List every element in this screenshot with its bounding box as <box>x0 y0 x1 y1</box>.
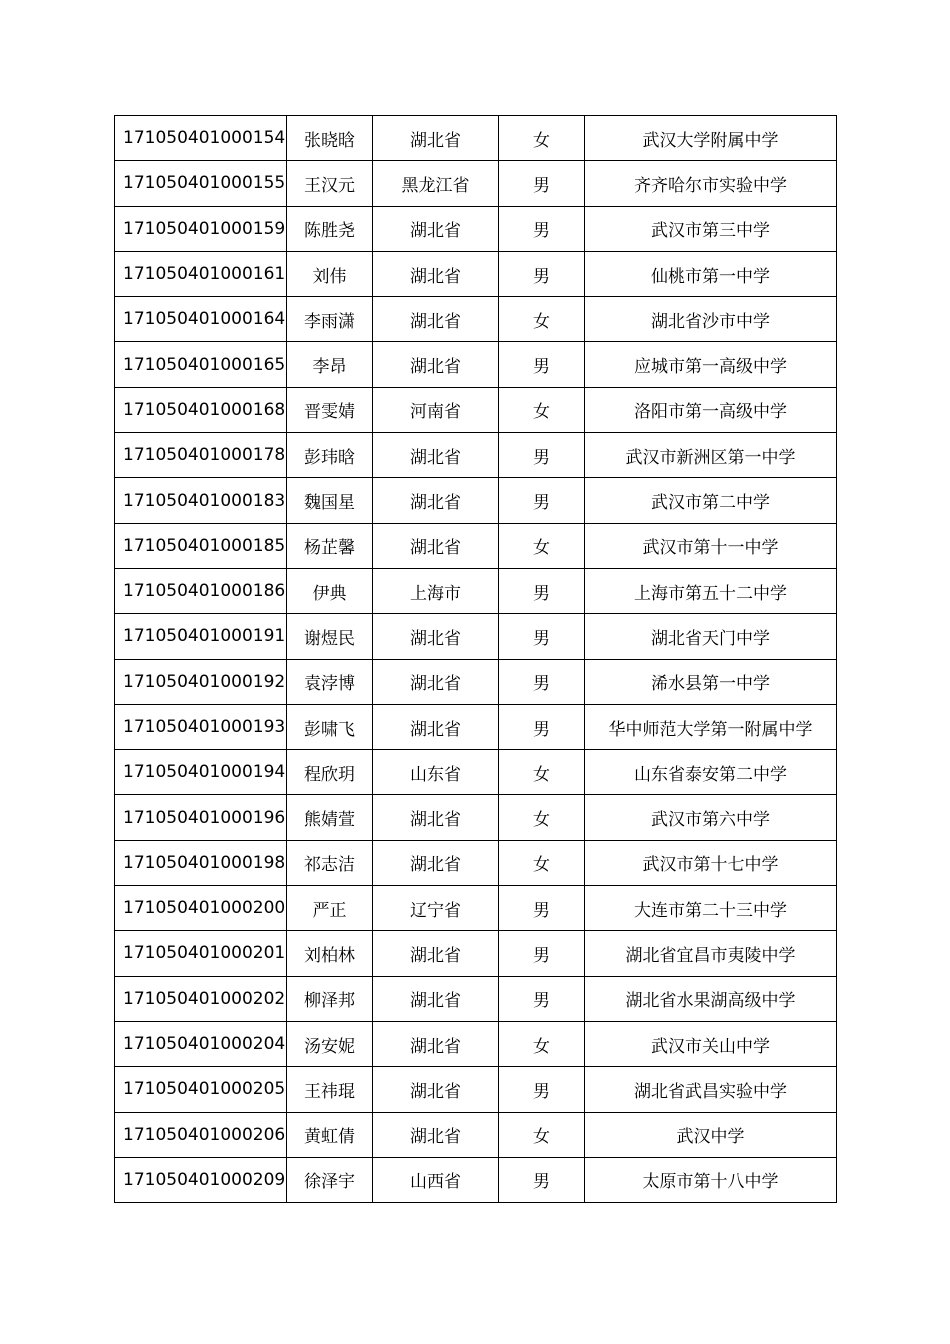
province-cell: 湖北省 <box>373 704 499 749</box>
student-id-cell: 171050401000186 <box>115 568 287 613</box>
student-id-cell: 171050401000165 <box>115 342 287 387</box>
student-table <box>114 115 837 1203</box>
school-cell: 湖北省沙市中学 <box>585 297 837 342</box>
table-row <box>115 206 837 251</box>
student-id-cell: 171050401000155 <box>115 161 287 206</box>
gender-cell: 男 <box>499 614 585 659</box>
school-cell: 湖北省武昌实验中学 <box>585 1067 837 1112</box>
table-row <box>115 1157 837 1202</box>
table-row <box>115 614 837 659</box>
table-row <box>115 704 837 749</box>
student-id-cell: 171050401000200 <box>115 886 287 931</box>
table-row <box>115 1067 837 1112</box>
school-cell: 华中师范大学第一附属中学 <box>585 704 837 749</box>
province-cell: 湖北省 <box>373 433 499 478</box>
table-row <box>115 795 837 840</box>
province-cell: 湖北省 <box>373 206 499 251</box>
student-id-cell: 171050401000154 <box>115 116 287 161</box>
student-id-cell: 171050401000209 <box>115 1157 287 1202</box>
table-row <box>115 297 837 342</box>
province-cell: 辽宁省 <box>373 886 499 931</box>
school-cell: 武汉市第三中学 <box>585 206 837 251</box>
school-cell: 上海市第五十二中学 <box>585 568 837 613</box>
student-name-cell: 张晓晗 <box>287 116 373 161</box>
student-name-cell: 祁志洁 <box>287 840 373 885</box>
school-cell: 齐齐哈尔市实验中学 <box>585 161 837 206</box>
student-name-cell: 严正 <box>287 886 373 931</box>
gender-cell: 男 <box>499 976 585 1021</box>
gender-cell: 女 <box>499 297 585 342</box>
gender-cell: 男 <box>499 704 585 749</box>
table-row <box>115 886 837 931</box>
table-row <box>115 387 837 432</box>
school-cell: 武汉市第六中学 <box>585 795 837 840</box>
gender-cell: 男 <box>499 931 585 976</box>
gender-cell: 女 <box>499 116 585 161</box>
school-cell: 浠水县第一中学 <box>585 659 837 704</box>
province-cell: 湖北省 <box>373 116 499 161</box>
gender-cell: 女 <box>499 795 585 840</box>
student-name-cell: 谢煜民 <box>287 614 373 659</box>
school-cell: 武汉大学附属中学 <box>585 116 837 161</box>
table-row <box>115 750 837 795</box>
school-cell: 武汉市第十一中学 <box>585 523 837 568</box>
province-cell: 湖北省 <box>373 297 499 342</box>
school-cell: 应城市第一高级中学 <box>585 342 837 387</box>
student-name-cell: 熊婧萱 <box>287 795 373 840</box>
province-cell: 湖北省 <box>373 614 499 659</box>
province-cell: 湖北省 <box>373 1112 499 1157</box>
province-cell: 湖北省 <box>373 251 499 296</box>
province-cell: 湖北省 <box>373 931 499 976</box>
student-name-cell: 晋雯婧 <box>287 387 373 432</box>
student-id-cell: 171050401000206 <box>115 1112 287 1157</box>
student-name-cell: 李昂 <box>287 342 373 387</box>
student-id-cell: 171050401000164 <box>115 297 287 342</box>
province-cell: 湖北省 <box>373 1067 499 1112</box>
school-cell: 武汉市第十七中学 <box>585 840 837 885</box>
student-name-cell: 杨芷馨 <box>287 523 373 568</box>
school-cell: 太原市第十八中学 <box>585 1157 837 1202</box>
table-body <box>115 116 837 1203</box>
student-id-cell: 171050401000204 <box>115 1021 287 1066</box>
student-id-cell: 171050401000193 <box>115 704 287 749</box>
student-id-cell: 171050401000198 <box>115 840 287 885</box>
table-row <box>115 478 837 523</box>
province-cell: 湖北省 <box>373 840 499 885</box>
school-cell: 湖北省水果湖高级中学 <box>585 976 837 1021</box>
student-name-cell: 王祎琨 <box>287 1067 373 1112</box>
province-cell: 湖北省 <box>373 795 499 840</box>
student-name-cell: 黄虹倩 <box>287 1112 373 1157</box>
gender-cell: 女 <box>499 750 585 795</box>
gender-cell: 女 <box>499 1021 585 1066</box>
school-cell: 武汉市关山中学 <box>585 1021 837 1066</box>
school-cell: 武汉中学 <box>585 1112 837 1157</box>
student-name-cell: 汤安妮 <box>287 1021 373 1066</box>
school-cell: 山东省泰安第二中学 <box>585 750 837 795</box>
student-id-cell: 171050401000202 <box>115 976 287 1021</box>
table-row <box>115 251 837 296</box>
province-cell: 湖北省 <box>373 976 499 1021</box>
table-row <box>115 523 837 568</box>
student-name-cell: 李雨潇 <box>287 297 373 342</box>
table-row <box>115 840 837 885</box>
student-name-cell: 魏国星 <box>287 478 373 523</box>
table-row <box>115 1112 837 1157</box>
school-cell: 大连市第二十三中学 <box>585 886 837 931</box>
province-cell: 湖北省 <box>373 659 499 704</box>
province-cell: 湖北省 <box>373 523 499 568</box>
gender-cell: 男 <box>499 251 585 296</box>
school-cell: 湖北省宜昌市夷陵中学 <box>585 931 837 976</box>
admission-list <box>114 115 836 1203</box>
gender-cell: 男 <box>499 1067 585 1112</box>
student-name-cell: 伊典 <box>287 568 373 613</box>
table-row <box>115 116 837 161</box>
student-id-cell: 171050401000183 <box>115 478 287 523</box>
gender-cell: 男 <box>499 206 585 251</box>
gender-cell: 男 <box>499 886 585 931</box>
gender-cell: 男 <box>499 568 585 613</box>
student-name-cell: 彭玮晗 <box>287 433 373 478</box>
student-name-cell: 彭啸飞 <box>287 704 373 749</box>
table-row <box>115 161 837 206</box>
school-cell: 仙桃市第一中学 <box>585 251 837 296</box>
province-cell: 山东省 <box>373 750 499 795</box>
province-cell: 上海市 <box>373 568 499 613</box>
gender-cell: 男 <box>499 161 585 206</box>
province-cell: 湖北省 <box>373 342 499 387</box>
gender-cell: 男 <box>499 1157 585 1202</box>
gender-cell: 男 <box>499 478 585 523</box>
student-name-cell: 袁浡博 <box>287 659 373 704</box>
student-id-cell: 171050401000194 <box>115 750 287 795</box>
gender-cell: 男 <box>499 659 585 704</box>
student-id-cell: 171050401000161 <box>115 251 287 296</box>
student-id-cell: 171050401000178 <box>115 433 287 478</box>
table-row <box>115 568 837 613</box>
gender-cell: 女 <box>499 840 585 885</box>
gender-cell: 男 <box>499 433 585 478</box>
student-id-cell: 171050401000192 <box>115 659 287 704</box>
student-name-cell: 柳泽邦 <box>287 976 373 1021</box>
student-name-cell: 程欣玥 <box>287 750 373 795</box>
school-cell: 武汉市第二中学 <box>585 478 837 523</box>
student-name-cell: 王汉元 <box>287 161 373 206</box>
table-row <box>115 976 837 1021</box>
student-id-cell: 171050401000159 <box>115 206 287 251</box>
table-row <box>115 1021 837 1066</box>
student-name-cell: 陈胜尧 <box>287 206 373 251</box>
student-name-cell: 刘伟 <box>287 251 373 296</box>
table-row <box>115 659 837 704</box>
student-id-cell: 171050401000205 <box>115 1067 287 1112</box>
student-id-cell: 171050401000191 <box>115 614 287 659</box>
province-cell: 湖北省 <box>373 1021 499 1066</box>
student-id-cell: 171050401000185 <box>115 523 287 568</box>
province-cell: 黑龙江省 <box>373 161 499 206</box>
gender-cell: 女 <box>499 1112 585 1157</box>
gender-cell: 女 <box>499 523 585 568</box>
table-row <box>115 433 837 478</box>
school-cell: 武汉市新洲区第一中学 <box>585 433 837 478</box>
table-row <box>115 931 837 976</box>
province-cell: 山西省 <box>373 1157 499 1202</box>
school-cell: 湖北省天门中学 <box>585 614 837 659</box>
student-name-cell: 徐泽宇 <box>287 1157 373 1202</box>
student-name-cell: 刘柏林 <box>287 931 373 976</box>
school-cell: 洛阳市第一高级中学 <box>585 387 837 432</box>
student-id-cell: 171050401000196 <box>115 795 287 840</box>
province-cell: 湖北省 <box>373 478 499 523</box>
gender-cell: 男 <box>499 342 585 387</box>
table-row <box>115 342 837 387</box>
gender-cell: 女 <box>499 387 585 432</box>
student-id-cell: 171050401000168 <box>115 387 287 432</box>
student-id-cell: 171050401000201 <box>115 931 287 976</box>
province-cell: 河南省 <box>373 387 499 432</box>
